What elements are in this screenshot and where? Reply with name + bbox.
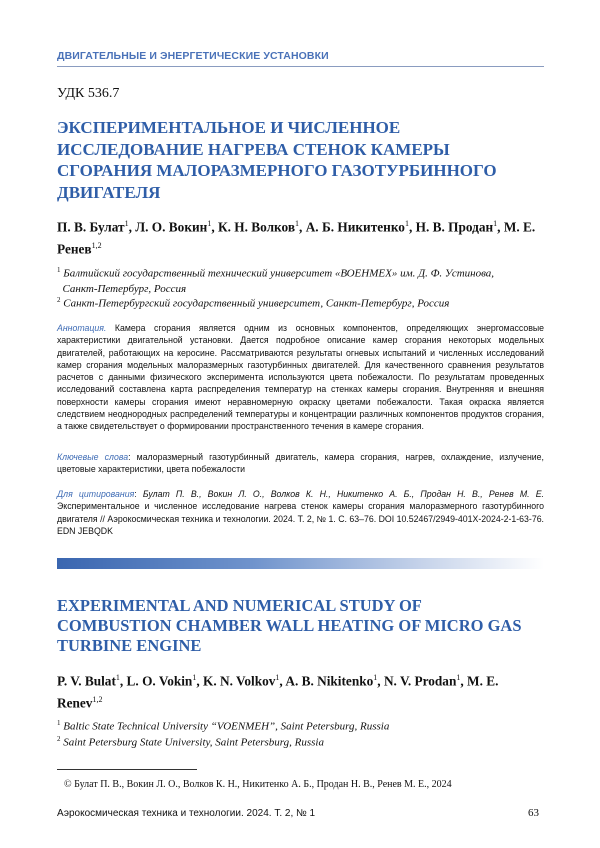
abstract (57, 322, 544, 433)
author-name: L. O. Vokin (126, 673, 193, 689)
author-name: П. В. Булат (57, 219, 125, 235)
author-affil-sup: 1 (207, 219, 212, 228)
author-name: Л. О. Вокин (135, 219, 208, 235)
author-name: A. B. Nikitenko (285, 673, 374, 689)
udk-code: УДК 536.7 (57, 86, 120, 101)
authors-en: P. V. Bulat$^1$, L. O. Vokin$^1$, K. N. Volkov$^1$, A. B. Nikitenko$^1$, N. V. Prodan$^1$, M. E. Renev$^{1,2}$ (57, 673, 499, 711)
footnote-divider (57, 769, 197, 770)
author-affil-sup: 1 (456, 673, 461, 682)
article-title-en: EXPERIMENTAL AND NUMERICAL STUDY OF COMBUSTION CHAMBER WALL HEATING OF MICRO GAS TURBINE ENGINE (57, 596, 522, 655)
affiliation-1-ru: $^1$ Балтийский государственный технический университет «ВОЕНМЕХ» им. Д. Ф. Устинова, Санкт-Петербург, Россия (57, 266, 495, 295)
keywords-text: : малоразмерный газотурбинный двигатель, камера сгорания, нагрев, охлаждение, излучение, цветовые характеристики, цвета побежалости (57, 452, 544, 475)
author-name: Н. В. Продан (415, 219, 494, 235)
author-affil-sup: 1,2 (91, 241, 102, 251)
author-affil-sup: 1 (275, 673, 280, 682)
author-name: P. V. Bulat (57, 673, 116, 689)
copyright-notice: © Булат П. В., Вокин Л. О., Волков К. Н., Никитенко А. Б., Продан Н. В., Ренев М. Е., 2024 (64, 779, 452, 790)
author-affil-sup: 1 (404, 219, 409, 228)
abstract-text: Камера сгорания является одним из основных компонентов, определяющих энергомассовые характеристики двигательной установки. Дается подробное описание камер сгорания некоторых модельных двигателей, работающих на керосине. Рассматриваются результаты огневых испытаний и численных исследований камер сгорания модельных малоразмерных газотурбинных двигателей. Для качественного сравнения результатов расчетов с данными физического эксперимента используются цвета побежалости. По результатам проведенных исследований составлена карта распределения температур на стенках камеры сгорания. Внутренняя и внешняя поверхности камеры сгорания имеют неравномерную окраску цветами побежалости. Такая окраска является следствием неоднородных распределений температуры и концентрации различных компонентов продуктов сгорания, а также свидетельствует о формировании пространственного течения в камере сгорания. (57, 323, 545, 432)
affiliation-1-en: $^1$ Baltic State Technical University “VOENMEH”, Saint Petersburg, Russia (57, 719, 390, 733)
section-title: ДВИГАТЕЛЬНЫЕ И ЭНЕРГЕТИЧЕСКИЕ УСТАНОВКИ (57, 50, 329, 62)
author-affil-sup: 1 (115, 673, 120, 682)
citation-text: Экспериментальное и численное исследование нагрева стенок камеры сгорания малоразмерного газотурбинного двигателя // Аэрокосмическая техника и технологии. 2024. Т. 2, № 1. С. 63–76. DOI 10.52467/2949-401X-2024-2-1-63-76. EDN JEBQDK (57, 501, 544, 536)
author-name: М. Е. Ренев (57, 219, 536, 257)
author-name: K. N. Volkov (203, 673, 276, 689)
author-affil-sup: 1 (124, 219, 129, 228)
author-name: К. Н. Волков (217, 219, 296, 235)
section-gradient-bar (57, 558, 544, 569)
author-affil-sup: 1 (373, 673, 378, 682)
section-divider (57, 66, 544, 67)
author-name: N. V. Prodan (383, 673, 457, 689)
citation-authors: Булат П. В., Вокин Л. О., Волков К. Н., Никитенко А. Б., Продан Н. В., Ренев М. Е. (142, 489, 544, 499)
affiliation-2-ru: $^2$ Санкт-Петербургский государственный университет, Санкт-Петербург, Россия (57, 296, 450, 310)
keywords (57, 451, 544, 476)
author-name: M. E. Renev (57, 673, 499, 711)
author-affil-sup: 1 (493, 219, 498, 228)
author-affil-sup: 1 (192, 673, 197, 682)
article-title-ru: ЭКСПЕРИМЕНТАЛЬНОЕ И ЧИСЛЕННОЕ ИССЛЕДОВАНИЕ НАГРЕВА СТЕНОК КАМЕРЫ СГОРАНИЯ МАЛОРАЗМЕРНОГО ГАЗОТУРБИННОГО ДВИГАТЕЛЯ (57, 118, 497, 202)
author-affil-sup: 1,2 (92, 695, 103, 705)
citation: Для цитирования: Булат П. В., Вокин Л. О., Волков К. Н., Никитенко А. Б., Продан Н. В., Ренев М. Е. Экспериментальное и численное исследование нагрева стенок камеры сгорания малоразмерного газотурбинного двигателя // Аэрокосмическая техника и технологии. 2024. Т. 2, № 1. С. 63–76. DOI 10.52467/2949-401X-2024-2-1-63-76. EDN JEBQDK (57, 489, 544, 536)
citation-label: Для цитирования (57, 489, 135, 499)
keywords-label: Ключевые слова (57, 452, 129, 462)
page-number: 63 (528, 807, 539, 819)
affiliation-2-en: $^2$ Saint Petersburg State University, Saint Petersburg, Russia (57, 735, 324, 749)
author-name: А. Б. Никитенко (305, 219, 405, 235)
journal-footer: Аэрокосмическая техника и технологии. 2024. Т. 2, № 1 (57, 808, 316, 819)
abstract-label: Аннотация. (57, 323, 107, 333)
authors-ru: П. В. Булат$^1$, Л. О. Вокин$^1$, К. Н. Волков$^1$, А. Б. Никитенко$^1$, Н. В. Продан$^1$, М. Е. Ренев$^{1,2}$ (57, 219, 536, 257)
author-affil-sup: 1 (295, 219, 300, 228)
